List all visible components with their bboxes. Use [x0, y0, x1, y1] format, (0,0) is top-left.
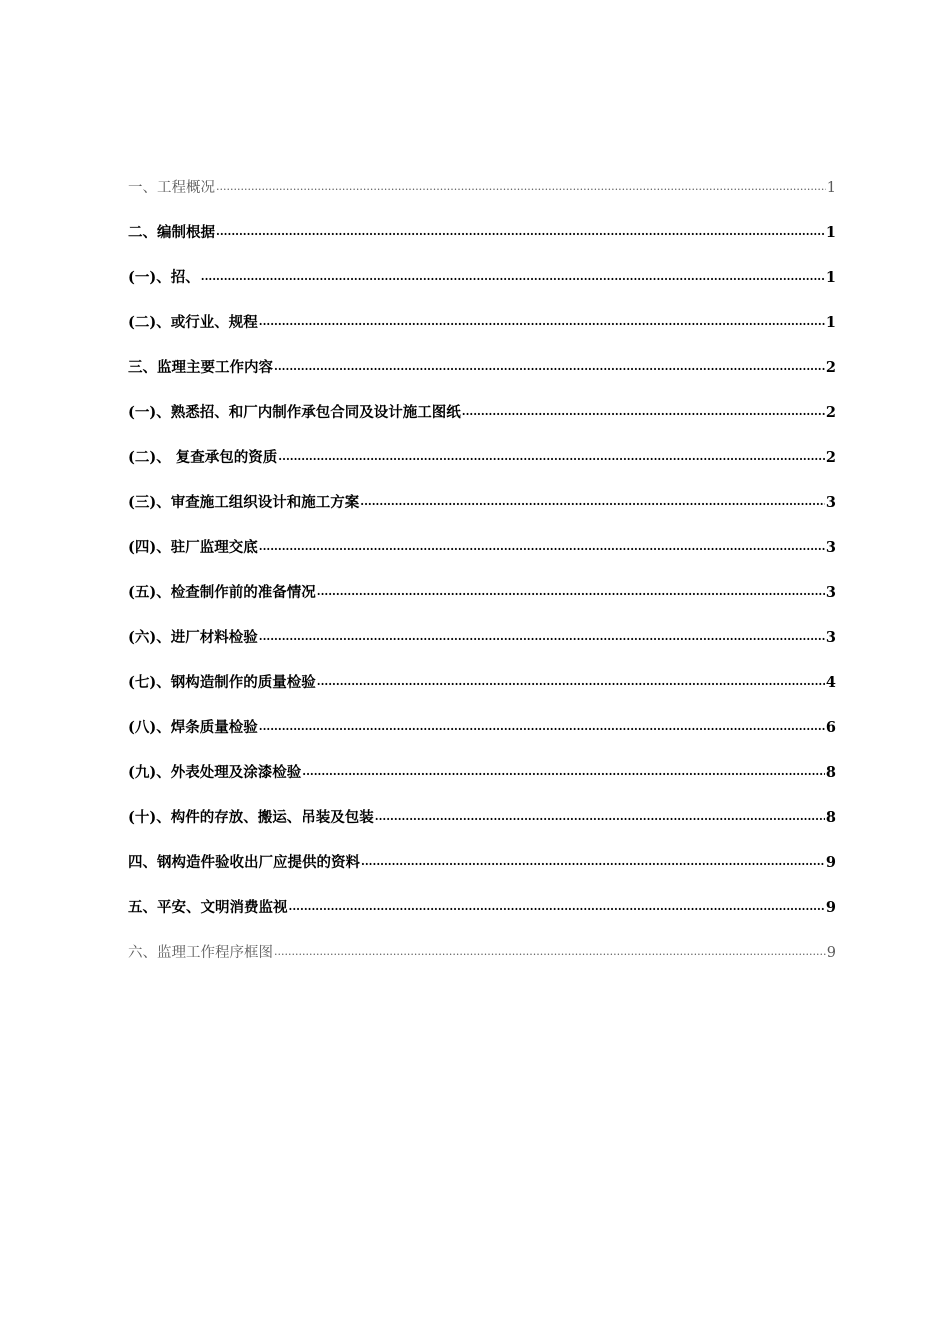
toc-dot-leader: [360, 493, 825, 508]
toc-entry-page: 1: [825, 269, 836, 286]
toc-entry-page: 2: [825, 404, 836, 421]
toc-entry[interactable]: [128, 896, 836, 941]
toc-dot-leader: [302, 763, 825, 778]
toc-dot-leader: [259, 313, 825, 328]
toc-entry-title: (三)、审查施工组织设计和施工方案: [128, 494, 360, 511]
toc-entry[interactable]: [128, 536, 836, 581]
toc-entry-page: 3: [825, 539, 836, 556]
toc-entry-page: 2: [825, 359, 836, 376]
toc-dot-leader: [259, 538, 825, 553]
toc-entry-page: 9: [826, 945, 836, 961]
toc-entry-title: (六)、进厂材料检验: [128, 629, 258, 646]
toc-dot-leader: [274, 358, 825, 373]
toc-dot-leader: [361, 853, 825, 868]
toc-dot-leader: [259, 718, 825, 733]
toc-entry-title: (八)、焊条质量检验: [128, 719, 258, 736]
toc-entry-page: 1: [825, 314, 836, 331]
toc-entry[interactable]: [128, 716, 836, 761]
toc-dot-leader: [216, 178, 826, 193]
toc-entry[interactable]: [128, 851, 836, 896]
toc-entry-title: (九)、外表处理及涂漆检验: [128, 764, 302, 781]
toc-entry[interactable]: [128, 941, 836, 986]
toc-entry-page: 1: [825, 224, 836, 241]
toc-entry-page: 3: [825, 494, 836, 511]
toc-dot-leader: [462, 403, 825, 418]
toc-entry[interactable]: [128, 671, 836, 716]
toc-entry-title: 四、钢构造件验收出厂应提供的资料: [128, 854, 360, 871]
toc-entry-title: 五、平安、文明消费监视: [128, 899, 288, 916]
toc-entry[interactable]: [128, 401, 836, 446]
toc-entry[interactable]: [128, 176, 836, 221]
toc-dot-leader: [201, 268, 825, 283]
toc-dot-leader: [259, 628, 825, 643]
toc-entry-title: 一、工程概况: [128, 180, 215, 196]
toc-entry[interactable]: [128, 266, 836, 311]
toc-entry-page: 8: [825, 809, 836, 826]
toc-entry[interactable]: [128, 311, 836, 356]
toc-entry-page: 3: [825, 584, 836, 601]
toc-entry[interactable]: [128, 221, 836, 266]
toc-entry-title: (五)、检查制作前的准备情况: [128, 584, 316, 601]
toc-dot-leader: [375, 808, 825, 823]
toc-dot-leader: [216, 223, 825, 238]
toc-dot-leader: [317, 583, 825, 598]
toc-entry-page: 2: [825, 449, 836, 466]
toc-entry[interactable]: [128, 356, 836, 401]
toc-entry-title: (二)、 复查承包的资质: [128, 449, 278, 466]
toc-entry-page: 9: [825, 854, 836, 871]
toc-entry[interactable]: [128, 806, 836, 851]
toc-entry[interactable]: [128, 626, 836, 671]
toc-entry-title: (二)、或行业、规程: [128, 314, 258, 331]
toc-dot-leader: [274, 943, 826, 958]
toc-dot-leader: [289, 898, 825, 913]
toc-entry-page: 4: [825, 674, 836, 691]
toc-entry-title: 三、监理主要工作内容: [128, 359, 273, 376]
toc-entry-title: (七)、钢构造制作的质量检验: [128, 674, 316, 691]
toc-entry-page: 1: [826, 180, 836, 196]
toc-dot-leader: [278, 448, 825, 463]
toc-entry-page: 3: [825, 629, 836, 646]
toc-entry[interactable]: [128, 446, 836, 491]
toc-entry-page: 6: [825, 719, 836, 736]
toc-entry[interactable]: [128, 491, 836, 536]
toc-entry-title: 六、监理工作程序框图: [128, 945, 273, 961]
toc-dot-leader: [317, 673, 825, 688]
toc-entry-title: 二、编制根据: [128, 224, 215, 241]
table-of-contents: [128, 176, 836, 986]
toc-entry[interactable]: [128, 581, 836, 626]
toc-entry-title: (四)、驻厂监理交底: [128, 539, 258, 556]
toc-entry-page: 9: [825, 899, 836, 916]
toc-entry-title: (一)、招、: [128, 269, 200, 286]
toc-entry-title: (十)、构件的存放、搬运、吊装及包装: [128, 809, 374, 826]
toc-entry-title: (一)、熟悉招、和厂内制作承包合同及设计施工图纸: [128, 404, 461, 421]
toc-entry-page: 8: [825, 764, 836, 781]
toc-entry[interactable]: [128, 761, 836, 806]
